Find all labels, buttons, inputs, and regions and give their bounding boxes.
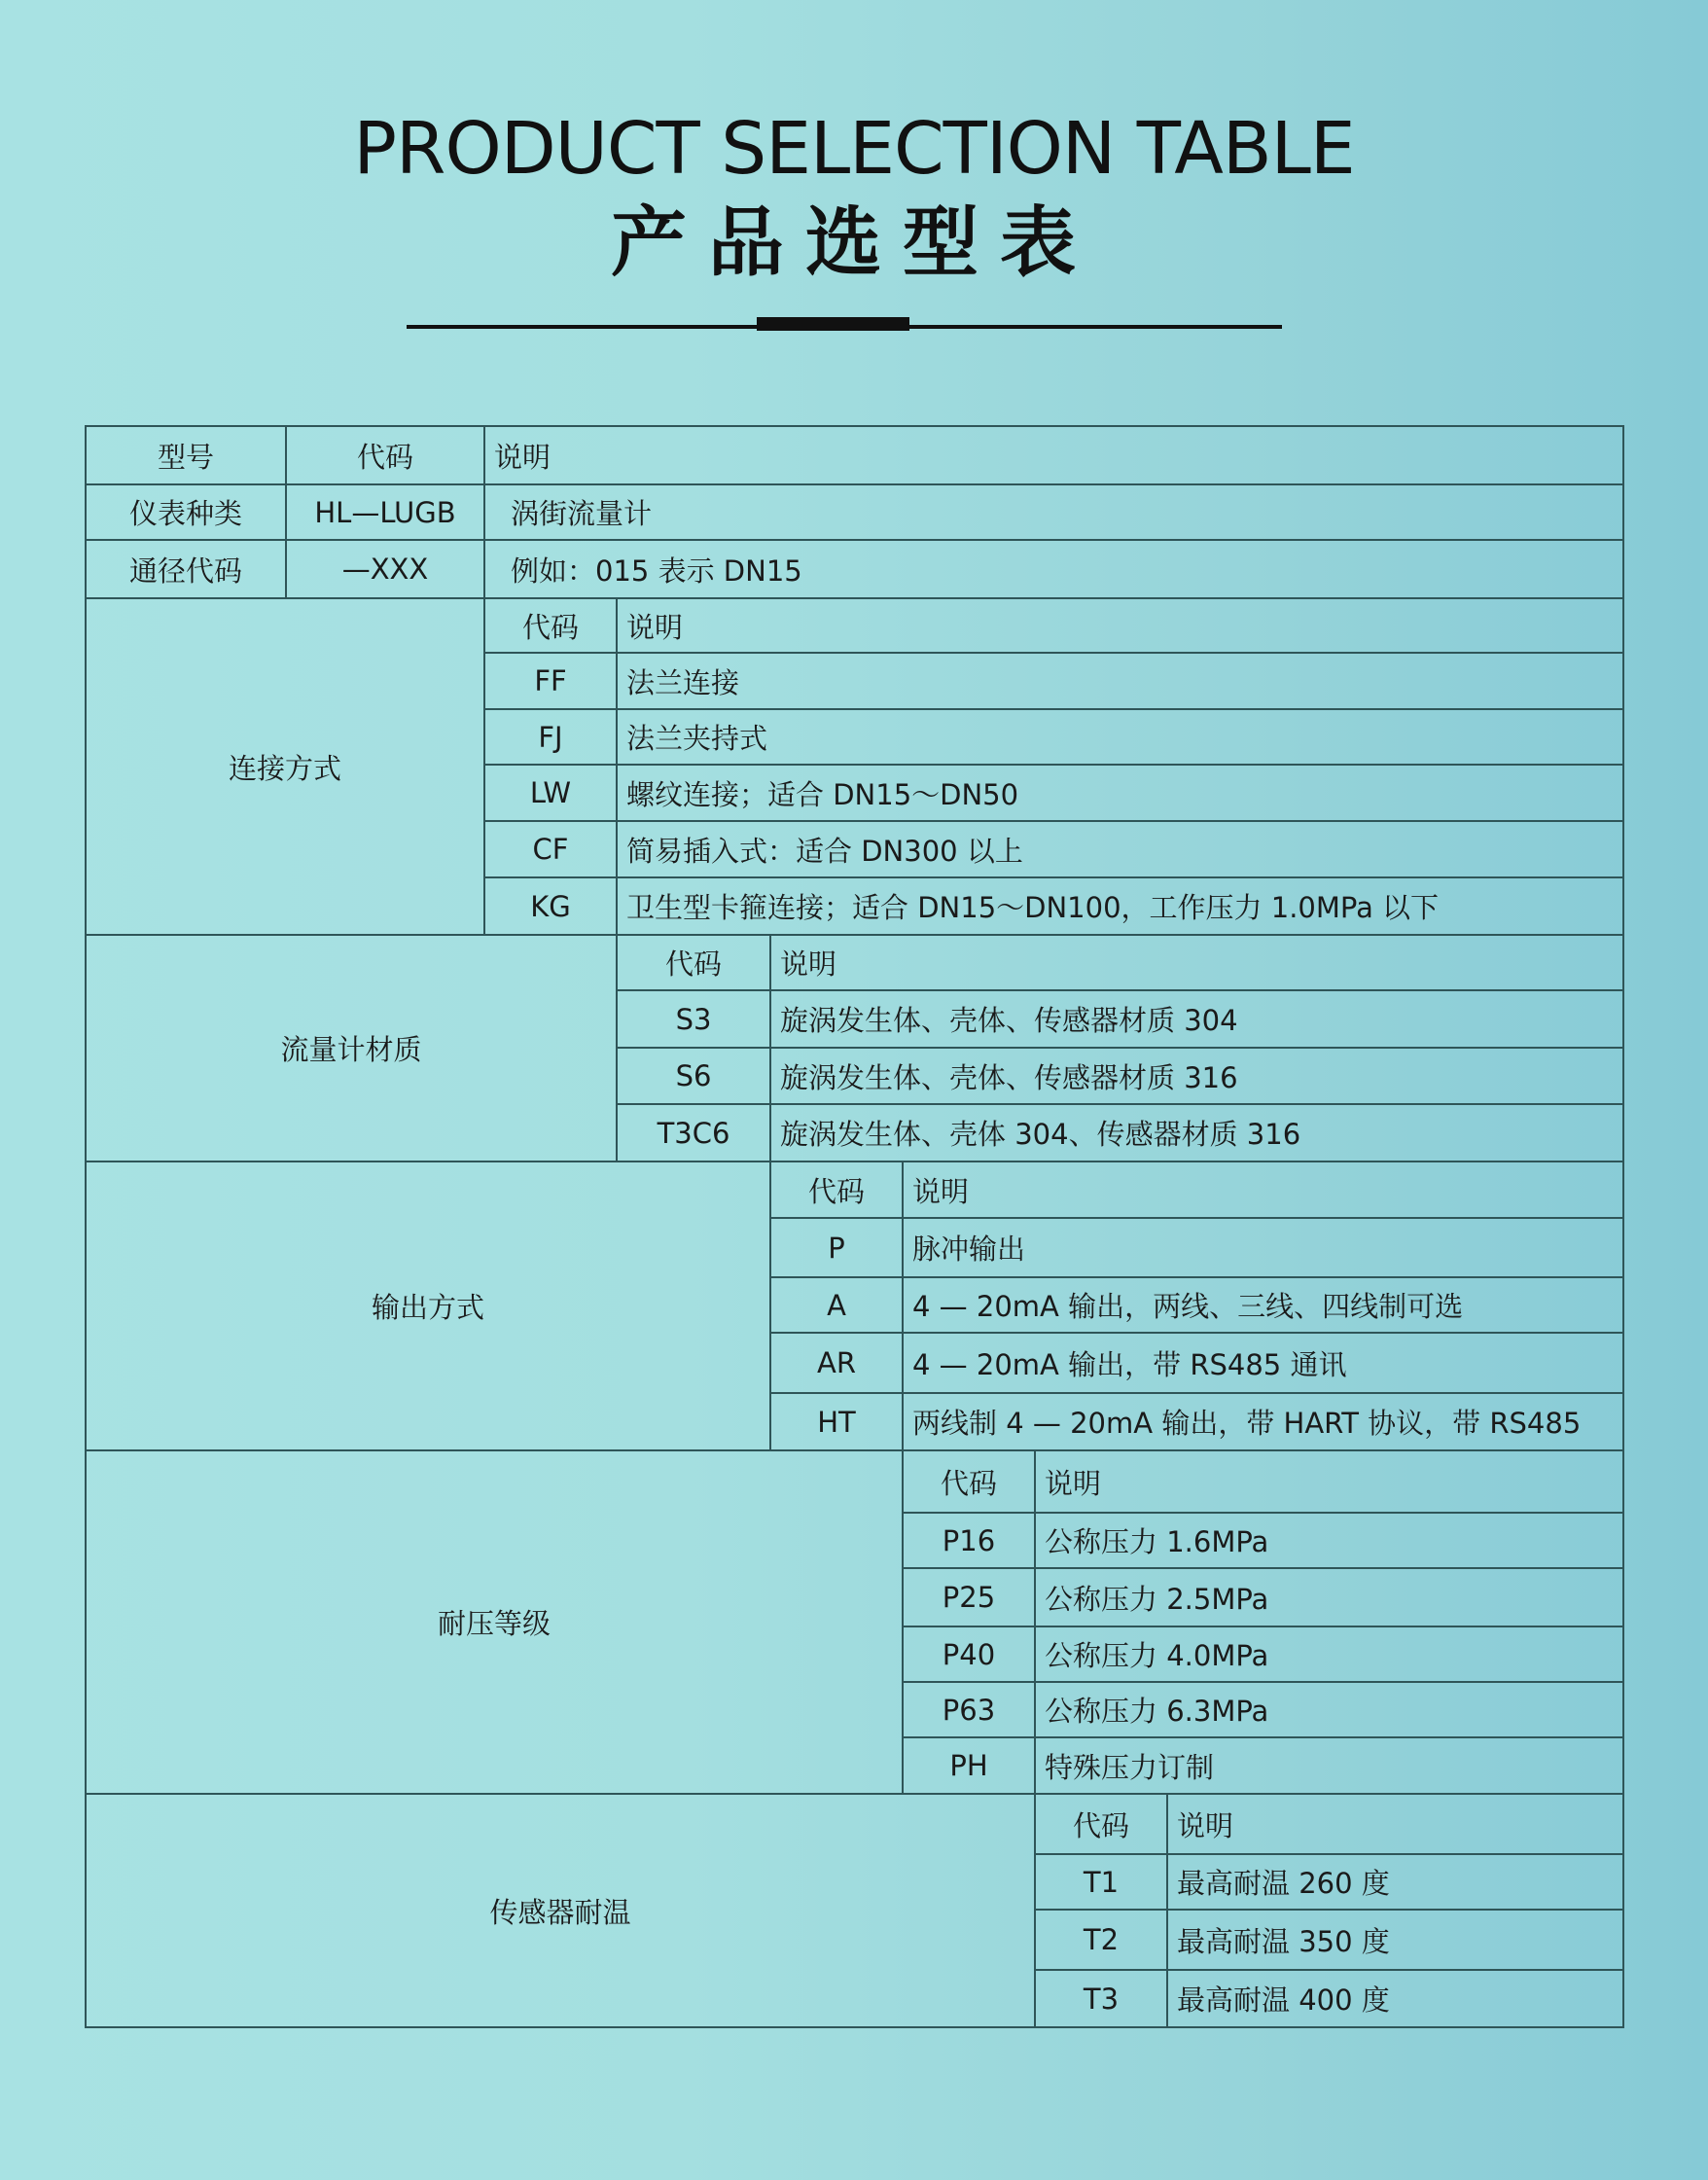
table-row-code: S6 [616, 1047, 769, 1103]
header-model: 型号 [157, 440, 214, 474]
instrument-label: 仪表种类 [87, 483, 285, 539]
pressure-label: 耐压等级 [87, 1449, 902, 1793]
instrument-desc: 涡街流量计 [483, 483, 1622, 539]
material-sub-header-code: 代码 [616, 934, 769, 989]
table-row-code: HT [769, 1392, 902, 1449]
table-row-desc: 简易插入式：适合 DN300 以上 [616, 820, 1622, 876]
table-row-code: P40 [902, 1626, 1034, 1681]
table-row-code: CF [483, 820, 616, 876]
temperature-sub-header-desc: 说明 [1166, 1793, 1622, 1853]
table-row-desc: 旋涡发生体、壳体、传感器材质 316 [769, 1047, 1622, 1103]
table-row-code: PH [902, 1736, 1034, 1793]
pressure-sub-header-code: 代码 [902, 1449, 1034, 1512]
diameter-code: —XXX [285, 539, 483, 597]
table-row-desc: 脉冲输出 [902, 1217, 1622, 1276]
connection-label: 连接方式 [87, 597, 483, 934]
table-row-code: LW [483, 764, 616, 820]
output-sub-header-desc: 说明 [902, 1161, 1622, 1217]
table-row-code: FJ [483, 708, 616, 764]
table-row-code: S3 [616, 989, 769, 1047]
header-desc: 说明 [483, 427, 1622, 483]
header-code: 代码 [285, 427, 483, 483]
table-row-desc: 公称压力 1.6MPa [1034, 1512, 1622, 1567]
table-row-code: T1 [1034, 1853, 1166, 1909]
pressure-sub-header-desc: 说明 [1034, 1449, 1622, 1512]
table-row-code: P16 [902, 1512, 1034, 1567]
table-row-desc: 法兰夹持式 [616, 708, 1622, 764]
output-label: 输出方式 [87, 1161, 769, 1449]
title-divider-accent [757, 317, 909, 331]
table-row-desc: 旋涡发生体、壳体 304、传感器材质 316 [769, 1103, 1622, 1161]
table-row-desc: 公称压力 6.3MPa [1034, 1681, 1622, 1736]
temperature-label: 传感器耐温 [87, 1793, 1034, 2026]
selection-table [85, 425, 1624, 2028]
temperature-sub-header-code: 代码 [1034, 1793, 1166, 1853]
diameter-desc: 例如：015 表示 DN15 [483, 539, 1622, 597]
connection-sub-header-code: 代码 [483, 597, 616, 652]
table-row-code: T3 [1034, 1969, 1166, 2026]
material-label: 流量计材质 [87, 934, 616, 1161]
diameter-label: 通径代码 [87, 539, 285, 597]
table-row-desc: 最高耐温 350 度 [1166, 1909, 1622, 1969]
page-title-cn: 产品选型表 [610, 199, 1097, 287]
table-row-code: P63 [902, 1681, 1034, 1736]
page-title-en: PRODUCT SELECTION TABLE [353, 107, 1355, 191]
table-row-code: P25 [902, 1567, 1034, 1626]
table-row-code: FF [483, 652, 616, 708]
table-row-code: T3C6 [616, 1103, 769, 1161]
table-row-desc: 旋涡发生体、壳体、传感器材质 304 [769, 989, 1622, 1047]
table-row-desc: 4 — 20mA 输出，两线、三线、四线制可选 [902, 1276, 1622, 1332]
table-row-desc: 螺纹连接；适合 DN15～DN50 [616, 764, 1622, 820]
table-row-desc: 法兰连接 [616, 652, 1622, 708]
table-row-desc: 特殊压力订制 [1034, 1736, 1622, 1793]
table-row-desc: 两线制 4 — 20mA 输出，带 HART 协议，带 RS485 [902, 1392, 1622, 1449]
material-sub-header-desc: 说明 [769, 934, 1622, 989]
table-row-code: P [769, 1217, 902, 1276]
table-row-desc: 公称压力 2.5MPa [1034, 1567, 1622, 1626]
instrument-code: HL—LUGB [285, 483, 483, 539]
table-row-code: A [769, 1276, 902, 1332]
output-sub-header-code: 代码 [769, 1161, 902, 1217]
table-row-code: KG [483, 876, 616, 934]
table-row-desc: 4 — 20mA 输出，带 RS485 通讯 [902, 1332, 1622, 1392]
table-row-code: T2 [1034, 1909, 1166, 1969]
connection-sub-header-desc: 说明 [616, 597, 1622, 652]
table-row-code: AR [769, 1332, 902, 1392]
table-row-desc: 最高耐温 400 度 [1166, 1969, 1622, 2026]
table-row-desc: 公称压力 4.0MPa [1034, 1626, 1622, 1681]
table-row-desc: 最高耐温 260 度 [1166, 1853, 1622, 1909]
table-row-desc: 卫生型卡箍连接；适合 DN15～DN100，工作压力 1.0MPa 以下 [616, 876, 1622, 934]
